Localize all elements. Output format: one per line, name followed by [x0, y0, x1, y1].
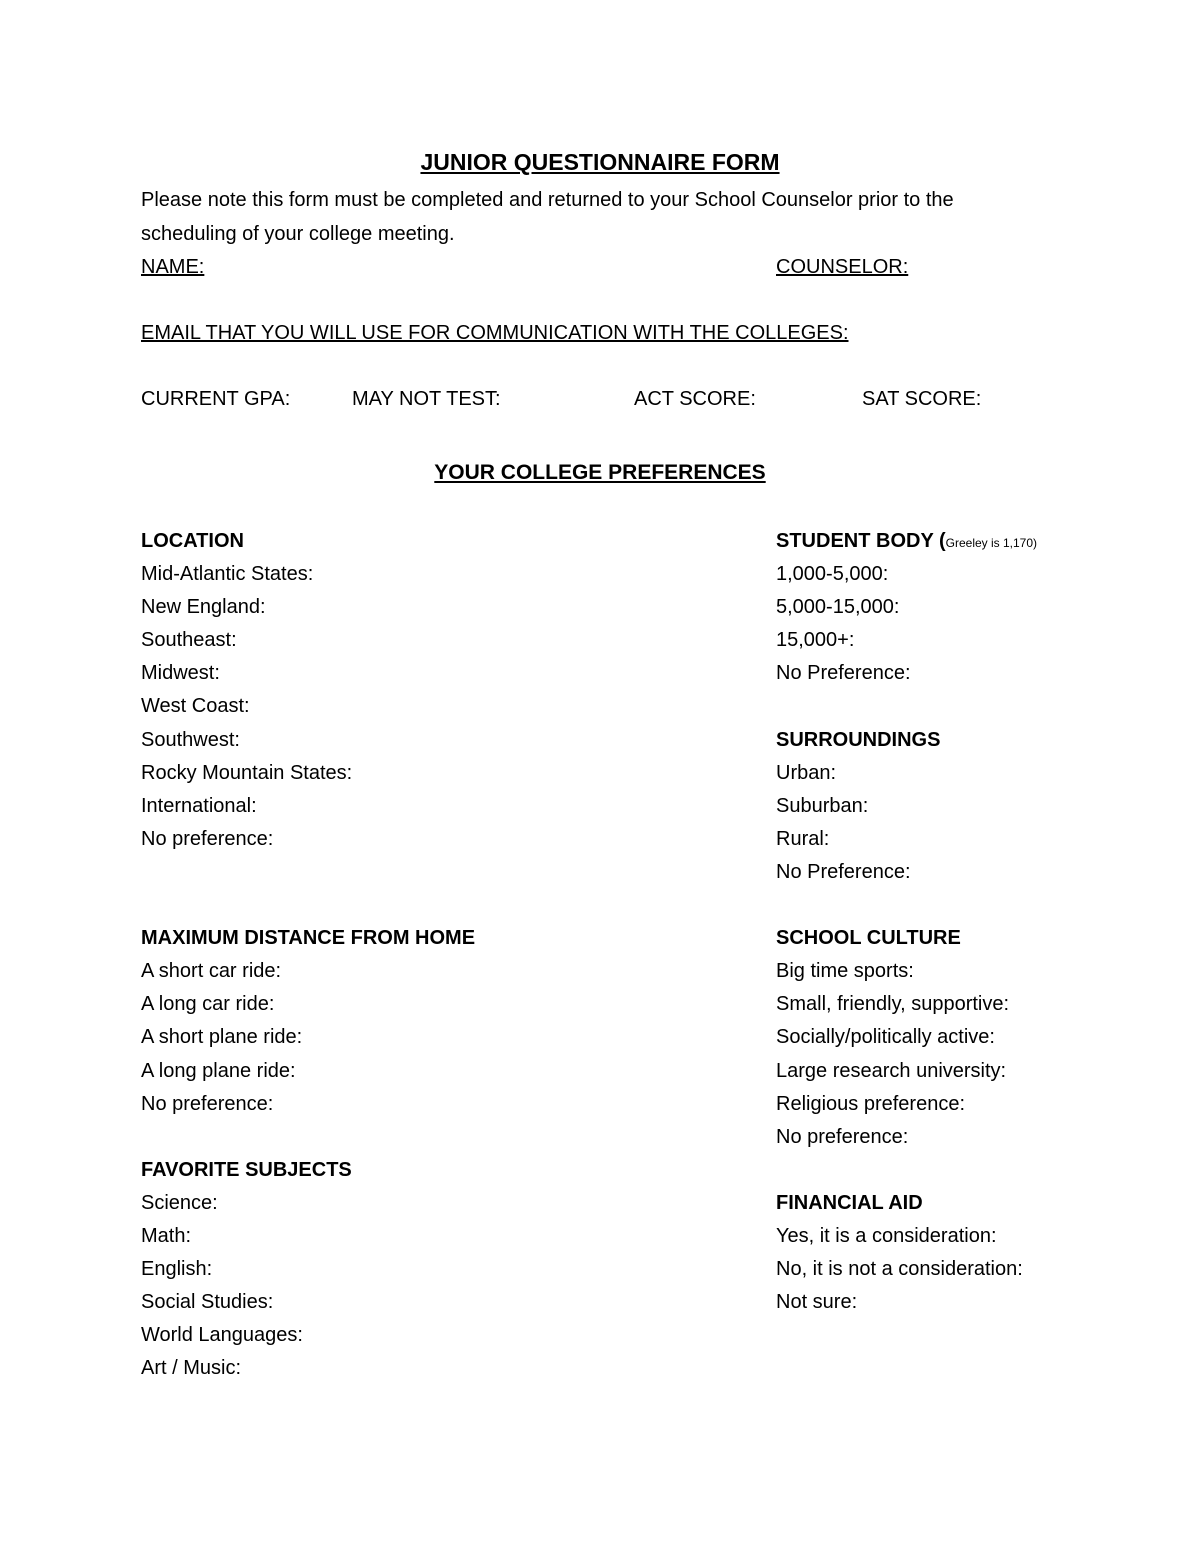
email-field-label: EMAIL THAT YOU WILL USE FOR COMMUNICATION WITH THE COLLEGES:: [141, 322, 849, 344]
location-option: No preference:: [141, 827, 274, 850]
location-option: Southeast:: [141, 629, 237, 652]
student-body-heading-text: STUDENT BODY (: [776, 530, 946, 552]
distance-option: A long plane ride:: [141, 1059, 296, 1082]
spacer: [141, 856, 475, 889]
preferences-title: YOUR COLLEGE PREFERENCES: [434, 461, 766, 484]
spacer: [776, 690, 1037, 723]
spacer: [776, 1154, 1037, 1187]
sat-score-field-label: SAT SCORE:: [862, 388, 982, 410]
location-option: Southwest:: [141, 728, 240, 751]
subject-option: World Languages:: [141, 1324, 303, 1347]
may-not-test-field-label: MAY NOT TEST:: [352, 388, 501, 410]
culture-option: Small, friendly, supportive:: [776, 993, 1010, 1016]
intro-line-1: Please note this form must be completed and returned to your School Counselor prior to the: [141, 189, 954, 211]
financial-aid-option: No, it is not a consideration:: [776, 1258, 1023, 1281]
culture-option: Large research university:: [776, 1059, 1007, 1082]
distance-option: A short car ride:: [141, 960, 282, 983]
financial-aid-option: Yes, it is a consideration:: [776, 1224, 997, 1247]
student-body-option: 5,000-15,000:: [776, 596, 900, 619]
name-field-label: NAME:: [141, 256, 205, 278]
location-option: Midwest:: [141, 662, 220, 685]
subjects-heading: FAVORITE SUBJECTS: [141, 1158, 352, 1181]
student-body-note: Greeley is 1,170: [945, 536, 1034, 550]
counselor-field-label: COUNSELOR:: [776, 256, 909, 278]
culture-heading: SCHOOL CULTURE: [776, 927, 961, 950]
student-body-option: 1,000-5,000:: [776, 563, 889, 586]
subject-option: Math:: [141, 1224, 192, 1247]
spacer: [776, 889, 1037, 922]
right-column: [776, 525, 1037, 1319]
location-option: Mid-Atlantic States:: [141, 563, 314, 586]
location-option: West Coast:: [141, 695, 250, 718]
student-body-option: 15,000+:: [776, 629, 855, 652]
intro-line-2: scheduling of your college meeting.: [141, 223, 455, 245]
gpa-field-label: CURRENT GPA:: [141, 388, 291, 410]
left-column: [141, 525, 475, 1385]
location-option: Rocky Mountain States:: [141, 761, 353, 784]
surroundings-option: No Preference:: [776, 860, 911, 883]
culture-option: Religious preference:: [776, 1092, 965, 1115]
financial-aid-option: Not sure:: [776, 1291, 858, 1314]
subject-option: Science:: [141, 1191, 218, 1214]
student-body-heading: [776, 525, 1037, 558]
subject-option: Social Studies:: [141, 1291, 274, 1314]
culture-option: Socially/politically active:: [776, 1026, 995, 1049]
surroundings-option: Suburban:: [776, 794, 869, 817]
distance-heading: MAXIMUM DISTANCE FROM HOME: [141, 927, 476, 950]
spacer: [141, 1121, 475, 1154]
distance-option: A long car ride:: [141, 993, 275, 1016]
location-option: International:: [141, 794, 257, 817]
student-body-note-close: ): [1033, 536, 1038, 550]
culture-option: No preference:: [776, 1125, 909, 1148]
subject-option: English:: [141, 1258, 213, 1281]
act-score-field-label: ACT SCORE:: [634, 388, 756, 410]
distance-option: No preference:: [141, 1092, 274, 1115]
page-title: JUNIOR QUESTIONNAIRE FORM: [420, 149, 780, 175]
financial-aid-heading: FINANCIAL AID: [776, 1191, 923, 1214]
subject-option: Art / Music:: [141, 1357, 242, 1380]
surroundings-option: Urban:: [776, 761, 837, 784]
surroundings-heading: SURROUNDINGS: [776, 728, 941, 751]
location-option: New England:: [141, 596, 266, 619]
distance-option: A short plane ride:: [141, 1026, 303, 1049]
student-body-option: No Preference:: [776, 662, 911, 685]
spacer: [141, 889, 475, 922]
location-heading: LOCATION: [141, 530, 244, 552]
surroundings-option: Rural:: [776, 827, 830, 850]
culture-option: Big time sports:: [776, 960, 914, 983]
